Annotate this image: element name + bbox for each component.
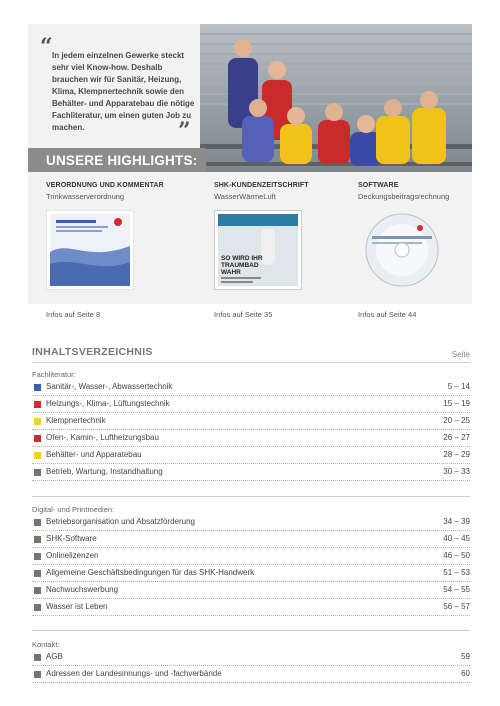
toc-row-pages: 51 – 53 <box>443 568 470 577</box>
toc-row-pages: 40 – 45 <box>443 534 470 543</box>
close-quote-icon: ” <box>178 118 191 144</box>
team-photo-illustration <box>200 24 472 172</box>
highlight-subtitle: WasserWärmeLuft <box>214 192 276 201</box>
toc-title: INHALTSVERZEICHNIS <box>32 346 153 358</box>
highlight-info[interactable]: Infos auf Seite 35 <box>214 310 273 319</box>
toc-row-label: AGB <box>46 652 63 661</box>
toc-row[interactable] <box>32 549 470 565</box>
toc-row-pages: 59 <box>461 652 470 661</box>
toc-row-pages: 46 – 50 <box>443 551 470 560</box>
toc-row-pages: 20 – 25 <box>443 416 470 425</box>
toc-row-pages: 28 – 29 <box>443 450 470 459</box>
highlight-info[interactable]: Infos auf Seite 8 <box>46 310 101 319</box>
toc-row-pages: 56 – 57 <box>443 602 470 611</box>
highlight-title: SOFTWARE <box>358 182 399 189</box>
toc-row-pages: 30 – 33 <box>443 467 470 476</box>
toc-row-label: Nachwuchswerbung <box>46 585 119 594</box>
team-photo <box>200 24 472 172</box>
magazine-cover-image <box>214 210 302 290</box>
color-marker <box>34 671 41 678</box>
divider <box>32 630 470 631</box>
toc-row-label: Adressen der Landesinnungs- und -fachverbände <box>46 669 222 678</box>
quote-text: In jedem einzelnen Gewerke steckt sehr viel Know-how. Deshalb brauchen wir für Sanitär, Heizung, Klima, Klempnertechnik sowie den Behälter- und Apparatebau die nötige Fachliteratur, um einen guten Job zu machen. <box>52 51 195 132</box>
color-marker <box>34 536 41 543</box>
toc-row-label: Heizungs-, Klima-, Lüftungstechnik <box>46 399 170 408</box>
toc-row-pages: 26 – 27 <box>443 433 470 442</box>
highlights-title: UNSERE HIGHLIGHTS: <box>46 153 198 168</box>
header-area <box>28 24 472 172</box>
toc-section-label: Kontakt: <box>32 640 60 649</box>
toc-row[interactable] <box>32 650 470 666</box>
toc-row-pages: 34 – 39 <box>443 517 470 526</box>
toc-row-label: Behälter- und Apparatebau <box>46 450 142 459</box>
toc-page-column-label: Seite <box>451 350 470 359</box>
highlight-title: VERORDNUNG UND KOMMENTAR <box>46 182 164 189</box>
color-marker <box>34 384 41 391</box>
toc-row[interactable] <box>32 583 470 599</box>
toc-row[interactable] <box>32 566 470 582</box>
highlight-subtitle: Deckungsbeitragsrechnung <box>358 192 450 201</box>
toc-row-label: Sanitär-, Wasser-, Abwassertechnik <box>46 382 173 391</box>
open-quote-icon: “ <box>40 34 53 60</box>
highlight-item-verordnung[interactable] <box>46 182 186 201</box>
color-marker <box>34 418 41 425</box>
highlight-subtitle: Trinkwasserverordnung <box>46 192 125 201</box>
toc-row[interactable] <box>32 515 470 531</box>
toc-row-label: Allgemeine Geschäftsbedingungen für das SHK-Handwerk <box>46 568 255 577</box>
color-marker <box>34 654 41 661</box>
toc-row-label: Klempnertechnik <box>46 416 106 425</box>
divider <box>32 362 470 363</box>
highlights-bar <box>28 148 206 172</box>
color-marker <box>34 587 41 594</box>
toc-row-label: Onlinelizenzen <box>46 551 99 560</box>
highlight-title: SHK-KUNDENZEITSCHRIFT <box>214 182 309 189</box>
toc-row-label: SHK-Software <box>46 534 97 543</box>
toc-row-pages: 5 – 14 <box>447 382 470 391</box>
highlight-item-kundenzeitschrift[interactable] <box>214 182 354 201</box>
color-marker <box>34 519 41 526</box>
color-marker <box>34 469 41 476</box>
toc-row-label: Betrieb, Wartung, Instandhaltung <box>46 467 163 476</box>
highlights-section <box>28 172 472 319</box>
toc-row[interactable] <box>32 667 470 683</box>
toc-row[interactable] <box>32 431 470 447</box>
toc-row[interactable] <box>32 414 470 430</box>
color-marker <box>34 452 41 459</box>
toc-row-pages: 54 – 55 <box>443 585 470 594</box>
book-cover-image <box>46 210 134 290</box>
divider <box>32 496 470 497</box>
color-marker <box>34 570 41 577</box>
color-marker <box>34 604 41 611</box>
toc-row-pages: 15 – 19 <box>443 399 470 408</box>
toc-row[interactable] <box>32 380 470 396</box>
toc-row-label: Betriebsorganisation und Absatzförderung <box>46 517 195 526</box>
color-marker <box>34 553 41 560</box>
toc-row[interactable] <box>32 465 470 481</box>
magazine-cover-headline: SO WIRD IHR TRAUMBAD WAHR <box>221 255 263 276</box>
toc-row[interactable] <box>32 397 470 413</box>
toc-row-label: Ofen-, Kamin-, Luftheizungsbau <box>46 433 159 442</box>
toc-row[interactable] <box>32 600 470 616</box>
toc-row-label: Wasser ist Leben <box>46 602 108 611</box>
highlight-info[interactable]: Infos auf Seite 44 <box>358 310 417 319</box>
toc-row[interactable] <box>32 448 470 464</box>
toc-section-label: Digital- und Printmedien: <box>32 505 115 514</box>
color-marker <box>34 401 41 408</box>
toc-row[interactable] <box>32 532 470 548</box>
toc-section-label: Fachliteratur: <box>32 370 76 379</box>
software-cd-image <box>358 210 446 290</box>
color-marker <box>34 435 41 442</box>
toc-row-pages: 60 <box>461 669 470 678</box>
highlight-item-software[interactable] <box>358 182 498 201</box>
